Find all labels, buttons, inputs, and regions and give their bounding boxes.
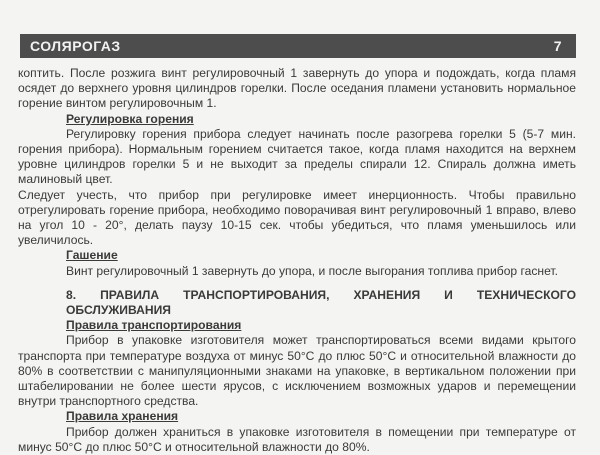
page-body — [18, 66, 576, 455]
page-header — [20, 34, 576, 58]
paragraph-combustion-1: Регулировку горения прибора следует начинать после разогрева горелки 5 (5-7 мин. горения прибора). Нормальным горением считается такое, когда пламя находится на верхнем уровне цилиндров горелки 5 и не выходит за пределы спирали 12. Спираль должна иметь малиновый цвет. — [18, 126, 576, 187]
heading-combustion: Регулировка горения — [66, 111, 194, 126]
paragraph-transport: Прибор в упаковке изготовителя может транспортироваться всеми видами крытого транспорта при температуре воздуха от минус 50°С до плюс 50°С и относительной влажности до 80% в соответствии с манипуляционными знаками на упаковке, в вертикальном положении при штабелировании не более шести ярусов, с исключением возможных ударов и перемещении внутри транспортного средства. — [18, 333, 576, 409]
paragraph-intro: коптить. После розжига винт регулировочный 1 завернуть до упора и подождать, когда пламя осядет до верхнего уровня цилиндров горелки. После оседания пламени установить нормальное горение винтом регулировочным 1. — [18, 66, 576, 111]
paragraph-extinguish: Винт регулировочный 1 завернуть до упора, и после выгорания топлива прибор гаснет. — [66, 263, 558, 278]
section-8-title: 8. ПРАВИЛА ТРАНСПОРТИРОВАНИЯ, ХРАНЕНИЯ И ТЕХНИЧЕСКОГО ОБСЛУЖИВАНИЯ — [66, 287, 576, 318]
paragraph-storage: Прибор должен храниться в упаковке изготовителя в помещении при температуре от минус 50°С до плюс 50°С и относительной влажности до 80%. — [18, 424, 576, 454]
heading-transport: Правила транспортирования — [66, 318, 242, 333]
paragraph-combustion-2: Следует учесть, что прибор при регулировке имеет инерционность. Чтобы правильно отрегулировать горение прибора, необходимо поворачивая винт регулировочный 1 вправо, влево на угол 10 - 20°, делать паузу 10-15 сек. чтобы убедиться, что пламя уменьшилось или увеличилось. — [18, 187, 576, 248]
document-title: СОЛЯРОГАЗ — [30, 38, 121, 54]
heading-storage: Правила хранения — [66, 409, 179, 424]
page-number: 7 — [553, 38, 562, 54]
heading-extinguish: Гашение — [66, 248, 118, 263]
